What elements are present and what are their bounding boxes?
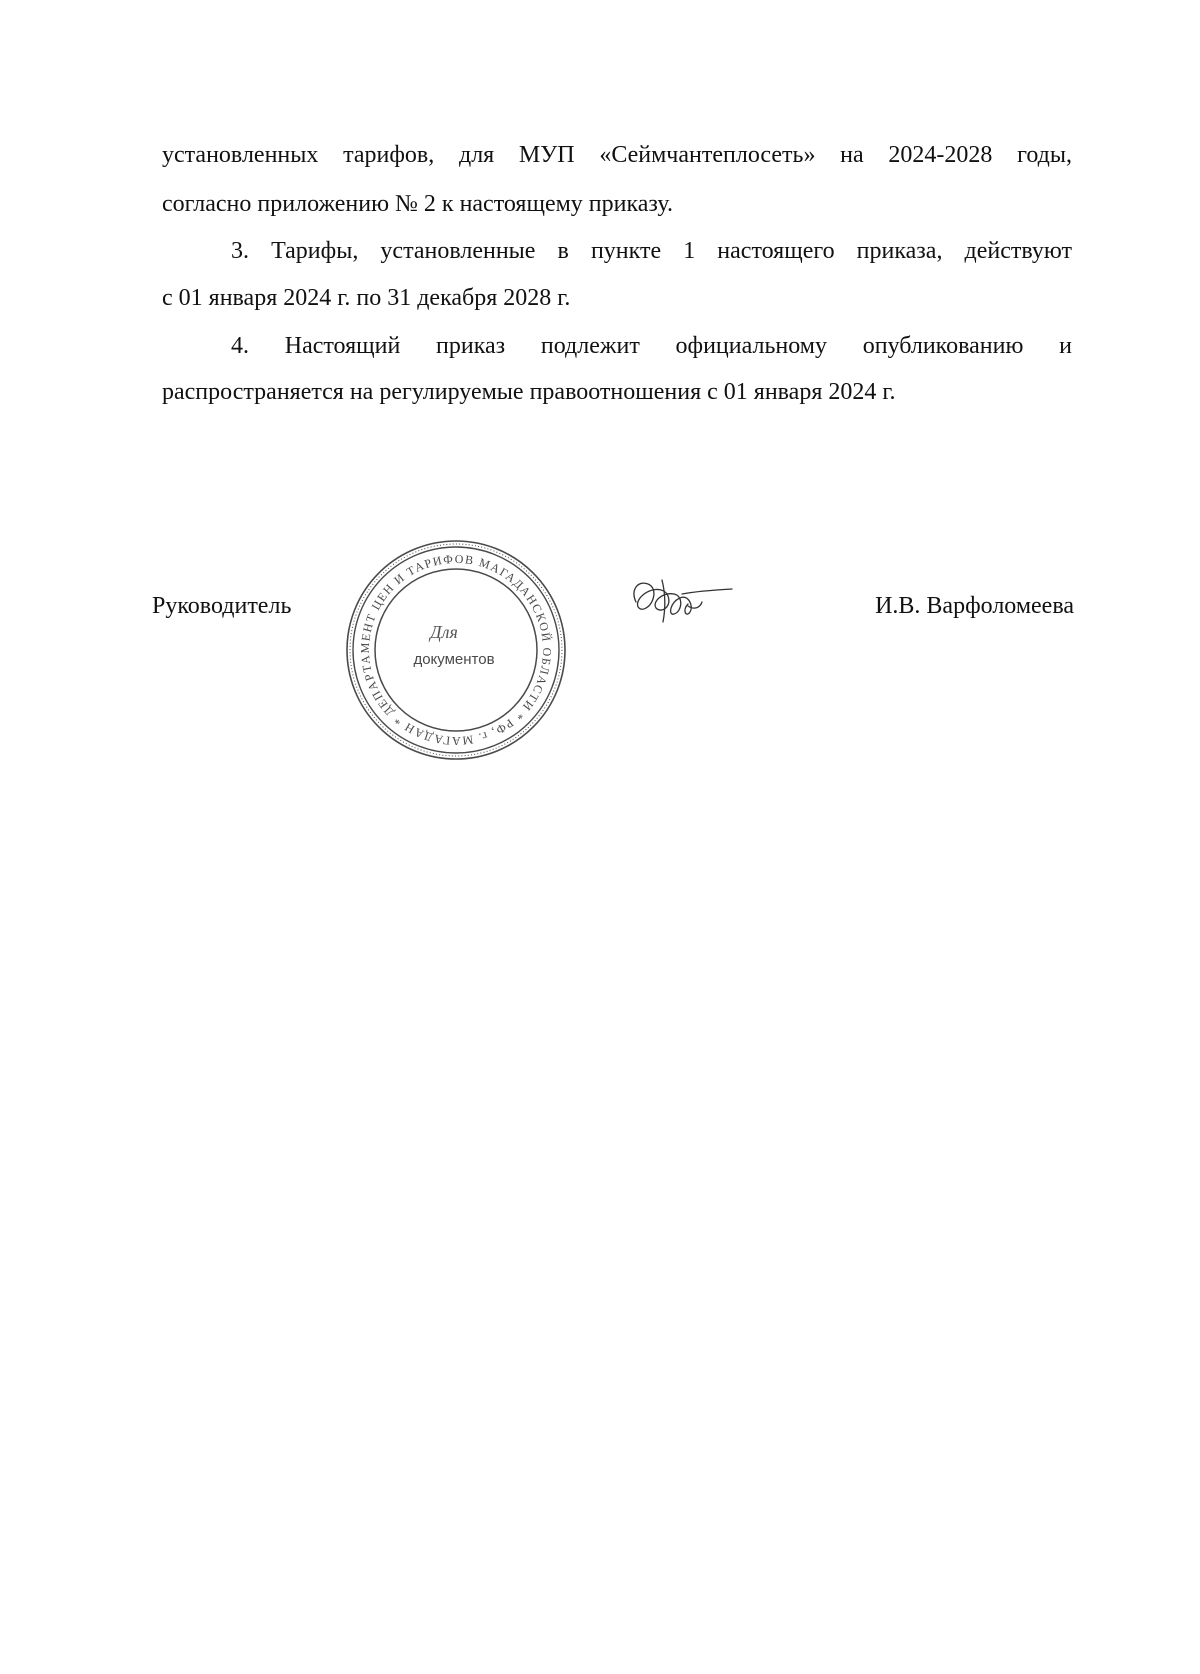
signature-stroke-main: [634, 583, 691, 614]
text-line: с 01 января 2024 г. по 31 декабря 2028 г.: [162, 285, 571, 311]
text-line: 4. Настоящий приказ подлежит официальному опубликованию и: [231, 333, 1072, 359]
seal-second-ring: [353, 547, 559, 753]
text-line: установленных тарифов, для МУП «Сеймчантеплосеть» на 2024-2028 годы,: [162, 142, 1072, 168]
seal-outer-ring: [347, 541, 565, 759]
signatory-name: И.В. Варфоломеева: [875, 593, 1074, 619]
text-line: 3. Тарифы, установленные в пункте 1 настоящего приказа, действуют: [231, 238, 1072, 264]
seal-ring-text-path: ДЕПАРТАМЕНТ ЦЕН И ТАРИФОВ МАГАДАНСКОЙ ОБЛАСТИ * РФ, г. МАГАДАН *: [357, 551, 555, 748]
signature-stroke-tail: [682, 589, 732, 594]
seal-inner-ring: [375, 569, 537, 731]
seal-ring-text: [358, 552, 554, 748]
official-seal: [336, 530, 576, 770]
seal-center-line-1: Для: [430, 622, 458, 642]
text-line: распространяется на регулируемые правоотношения с 01 января 2024 г.: [162, 379, 896, 405]
text-line: согласно приложению № 2 к настоящему приказу.: [162, 191, 673, 217]
seal-center-line-2: документов: [413, 651, 495, 668]
signature-stroke-vertical: [662, 580, 665, 622]
handwritten-signature: [624, 572, 736, 630]
seal-hatch-ring: [350, 544, 562, 756]
signatory-position: Руководитель: [152, 593, 292, 619]
